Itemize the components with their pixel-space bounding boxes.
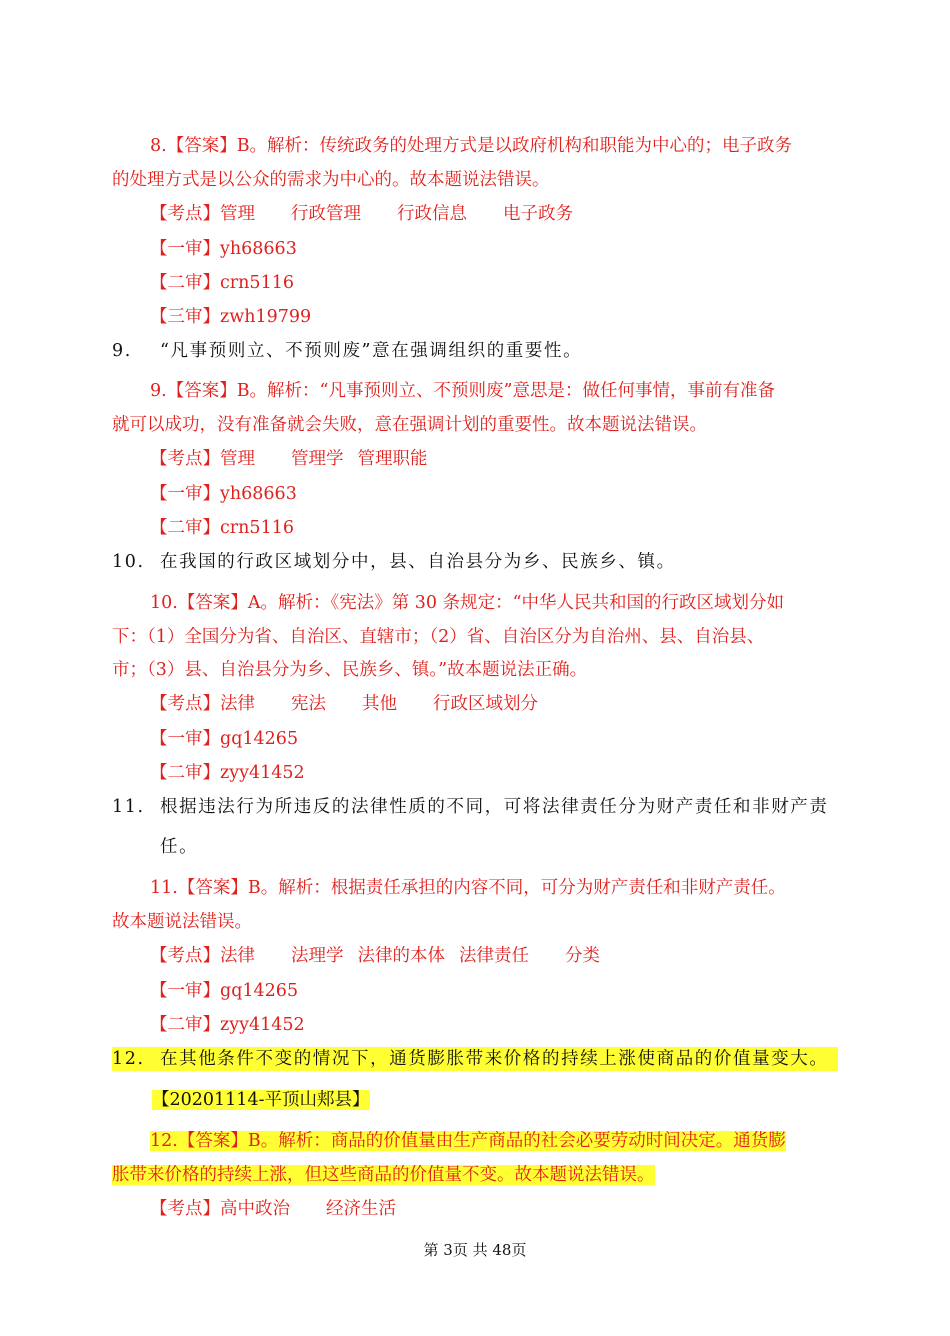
q9-answer-line-1: 9.【答案】B。解析：“凡事预则立、不预则废”意思是：做任何事情，事前有准备 [150,381,775,401]
point-tag: 高中政治 [220,1199,290,1219]
q11-question-line-2: 任。 [160,837,199,857]
q11-review-1: 【一审】gq14265 [150,981,299,1001]
q10-review-2: 【二审】zyy41452 [150,763,305,783]
q8-review-2: 【二审】crn5116 [150,273,294,293]
q11-answer-line-2: 故本题说法错误。 [112,912,252,932]
question-text: 在其他条件不变的情况下，通货膨胀带来价格的持续上涨使商品的价值量变大。 [160,1049,829,1069]
q8-answer-line-2: 的处理方式是以公众的需求为中心的。故本题说法错误。 [112,170,550,190]
point-tag: 管理学 [291,449,344,469]
question-text: 在我国的行政区域划分中，县、自治县分为乡、民族乡、镇。 [160,552,676,572]
q9-review-1: 【一审】yh68663 [150,484,297,504]
question-number: 9. [112,341,132,361]
q11-points [150,944,838,968]
point-tag: 宪法 [291,694,326,714]
points-label: 【考点】 [150,946,220,966]
answer-text: 胀带来价格的持续上涨，但这些商品的价值量不变。故本题说法错误。 [112,1165,655,1185]
point-tag: 行政区域划分 [433,694,538,714]
point-tag: 其他 [362,694,397,714]
question-number: 12. [112,1049,145,1069]
q12-source-tag [152,1088,370,1112]
q12-answer-line-1 [150,1129,786,1153]
q10-answer-line-3: 市；（3）县、自治县分为乡、民族乡、镇。”故本题说法正确。 [112,660,588,680]
q11-review-2: 【二审】zyy41452 [150,1015,305,1035]
q10-review-1: 【一审】gq14265 [150,729,299,749]
points-label: 【考点】 [150,204,220,224]
point-tag: 法律 [220,694,255,714]
points-label: 【考点】 [150,694,220,714]
point-tag: 管理职能 [357,449,428,469]
q8-answer-line-1: 8.【答案】B。解析：传统政务的处理方式是以政府机构和职能为中心的；电子政务 [150,136,793,156]
point-tag: 行政管理 [291,204,361,224]
q8-points [150,202,838,226]
question-text: 根据违法行为所违反的法律性质的不同，可将法律责任分为财产责任和非财产责 [160,797,829,817]
point-tag: 行政信息 [397,204,467,224]
q12-points [150,1197,838,1221]
q9-points [150,447,838,471]
points-label: 【考点】 [150,449,220,469]
q10-answer-line-2: 下：（1）全国分为省、自治区、直辖市；（2）省、自治区分为自治州、县、自治县、 [112,627,765,647]
q9-question [112,339,838,363]
point-tag: 法律 [220,946,255,966]
question-number: 10. [112,552,145,572]
q12-answer-line-2 [112,1163,655,1187]
question-text: “凡事预则立、不预则废”意在强调组织的重要性。 [160,341,583,361]
source-label: 【20201114-平顶山郏县】 [152,1090,370,1110]
q10-question [112,550,838,574]
point-tag: 电子政务 [503,204,573,224]
point-tag: 法律的本体 [357,946,445,966]
q11-question-line-1 [112,795,838,819]
point-tag: 法理学 [291,946,344,966]
q12-question [112,1047,838,1071]
q10-answer-line-1: 10.【答案】A。解析：《宪法》第 30 条规定：“中华人民共和国的行政区域划分如 [150,593,785,613]
answer-text: 12.【答案】B。解析：商品的价值量由生产商品的社会必要劳动时间决定。通货膨 [150,1131,786,1151]
points-label: 【考点】 [150,1199,220,1219]
q8-review-3: 【三审】zwh19799 [150,307,312,327]
q8-review-1: 【一审】yh68663 [150,239,297,259]
point-tag: 经济生活 [326,1199,396,1219]
point-tag: 法律责任 [459,946,529,966]
page-footer: 第 3页 共 48页 [423,1241,527,1259]
point-tag: 管理 [220,204,255,224]
point-tag: 分类 [565,946,600,966]
q10-points [150,692,838,716]
question-number: 11. [112,797,145,817]
q9-answer-line-2: 就可以成功，没有准备就会失败，意在强调计划的重要性。故本题说法错误。 [112,415,707,435]
point-tag: 管理 [220,449,255,469]
q9-review-2: 【二审】crn5116 [150,518,294,538]
q11-answer-line-1: 11.【答案】B。解析：根据责任承担的内容不同，可分为财产责任和非财产责任。 [150,878,786,898]
